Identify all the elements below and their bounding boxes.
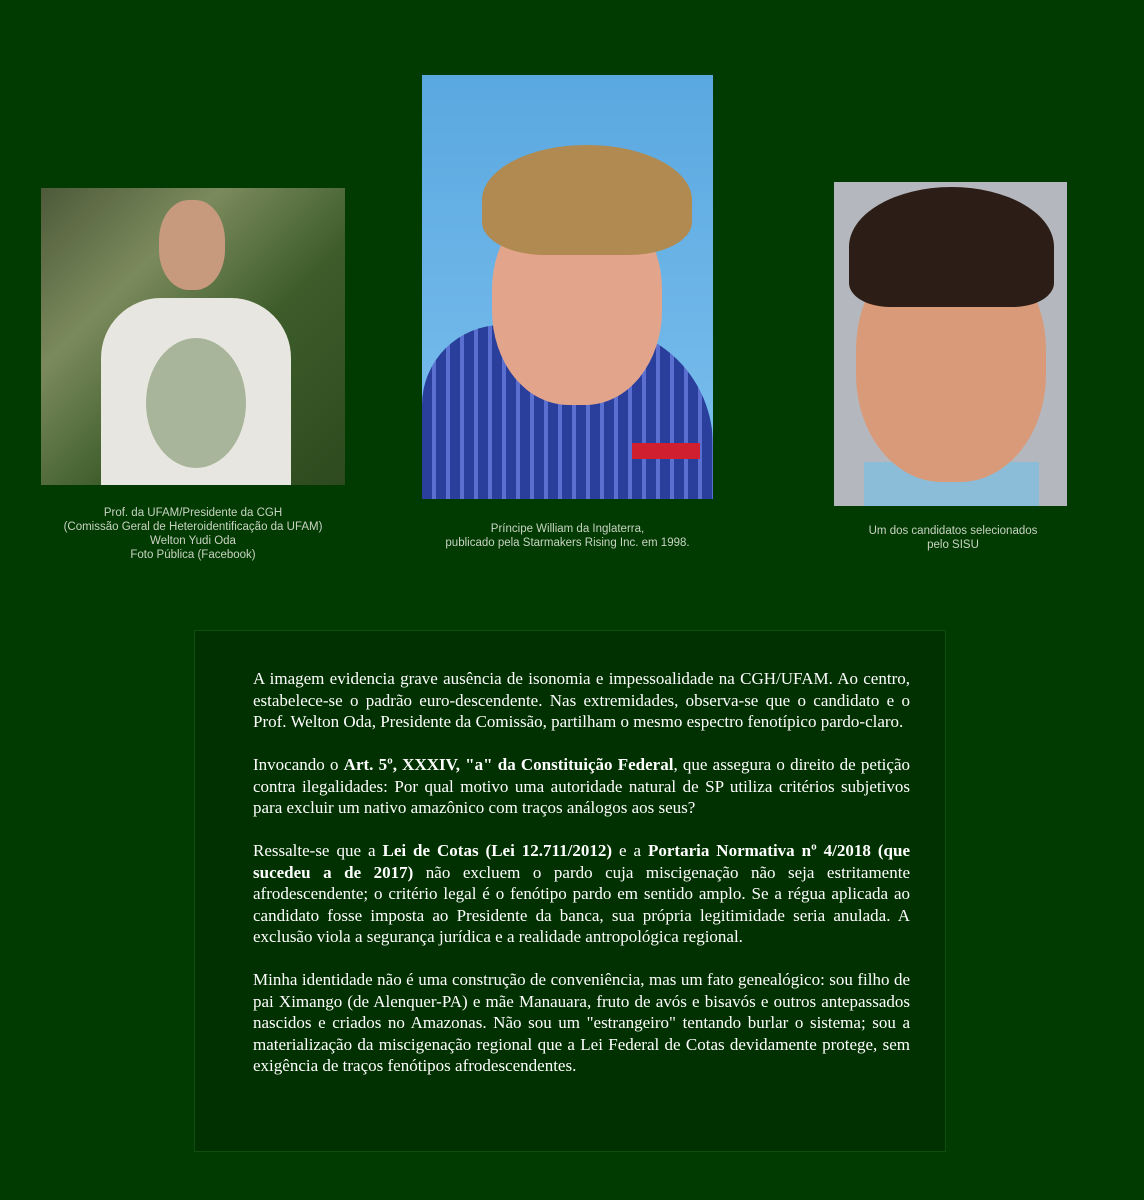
- paragraph: [253, 668, 910, 733]
- caption-welton-oda: [30, 506, 356, 562]
- bold-text: Art. 5º, XXXIV, "a" da Constituição Federal: [343, 755, 674, 774]
- caption-candidate: [820, 524, 1086, 552]
- caption-line: pelo SISU: [927, 539, 979, 551]
- text: não excluem o pardo cuja miscigenação não seja estritamente afrodescendente; o critério legal é o fenótipo pardo em sentido amplo. Se a régua aplicada ao candidato fosse imposta ao Presidente da banca, sua própria legitimidade seria anulada. A exclusão viola a segurança jurídica e a realidade antropológica regional.: [253, 862, 910, 946]
- caption-line: (Comissão Geral de Heteroidentificação da UFAM): [63, 521, 323, 533]
- text: Ressalte-se que a: [253, 841, 383, 860]
- argument-text: [253, 668, 910, 1098]
- caption-line: Welton Yudi Oda: [150, 535, 236, 547]
- text: Invocando o: [253, 755, 344, 774]
- caption-line: Um dos candidatos selecionados: [868, 525, 1038, 537]
- caption-line: Príncipe William da Inglaterra,: [490, 523, 645, 535]
- photo-prince-william: [422, 75, 713, 499]
- paragraph: [253, 840, 910, 948]
- photo-candidate: [834, 182, 1067, 506]
- text: A imagem evidencia grave ausência de isonomia e impessoalidade na CGH/UFAM. Ao centro, estabelece-se o padrão euro-descendente. Nas extremidades, observa-se que o candidato e o Prof. Welton Oda, Presidente da Comissão, partilham o mesmo espectro fenotípico pardo-claro.: [253, 669, 910, 731]
- caption-line: Prof. da UFAM/Presidente da CGH: [103, 507, 283, 519]
- text: Minha identidade não é uma construção de conveniência, mas um fato genealógico: sou filho de pai Ximango (de Alenquer-PA) e mãe Manauara, fruto de avós e bisavós e outros antepassados nascidos e criados no Amazonas. Não sou um "estrangeiro" tentando burlar o sistema; sou a materialização da miscigenação regional que a Lei Federal de Cotas devidamente protege, sem exigência de traços fenótipos afrodescendentes.: [253, 970, 910, 1075]
- text: e a: [611, 841, 648, 860]
- paragraph: [253, 754, 910, 819]
- bold-text: Lei de Cotas (Lei 12.711/2012): [382, 841, 612, 860]
- caption-line: publicado pela Starmakers Rising Inc. em 1998.: [445, 537, 690, 549]
- caption-prince-william: [400, 522, 735, 550]
- caption-line: Foto Pública (Facebook): [130, 549, 256, 561]
- bold-text: Portaria Normativa nº 4/2018 (que sucedeu a de 2017): [253, 841, 910, 882]
- photo-welton-oda: [41, 188, 345, 485]
- text: , que assegura o direito de petição contra ilegalidades: Por qual motivo uma autoridade natural de SP utiliza critérios subjetivos para excluir um nativo amazônico com traços análogos aos seus?: [253, 755, 910, 817]
- paragraph: [253, 969, 910, 1077]
